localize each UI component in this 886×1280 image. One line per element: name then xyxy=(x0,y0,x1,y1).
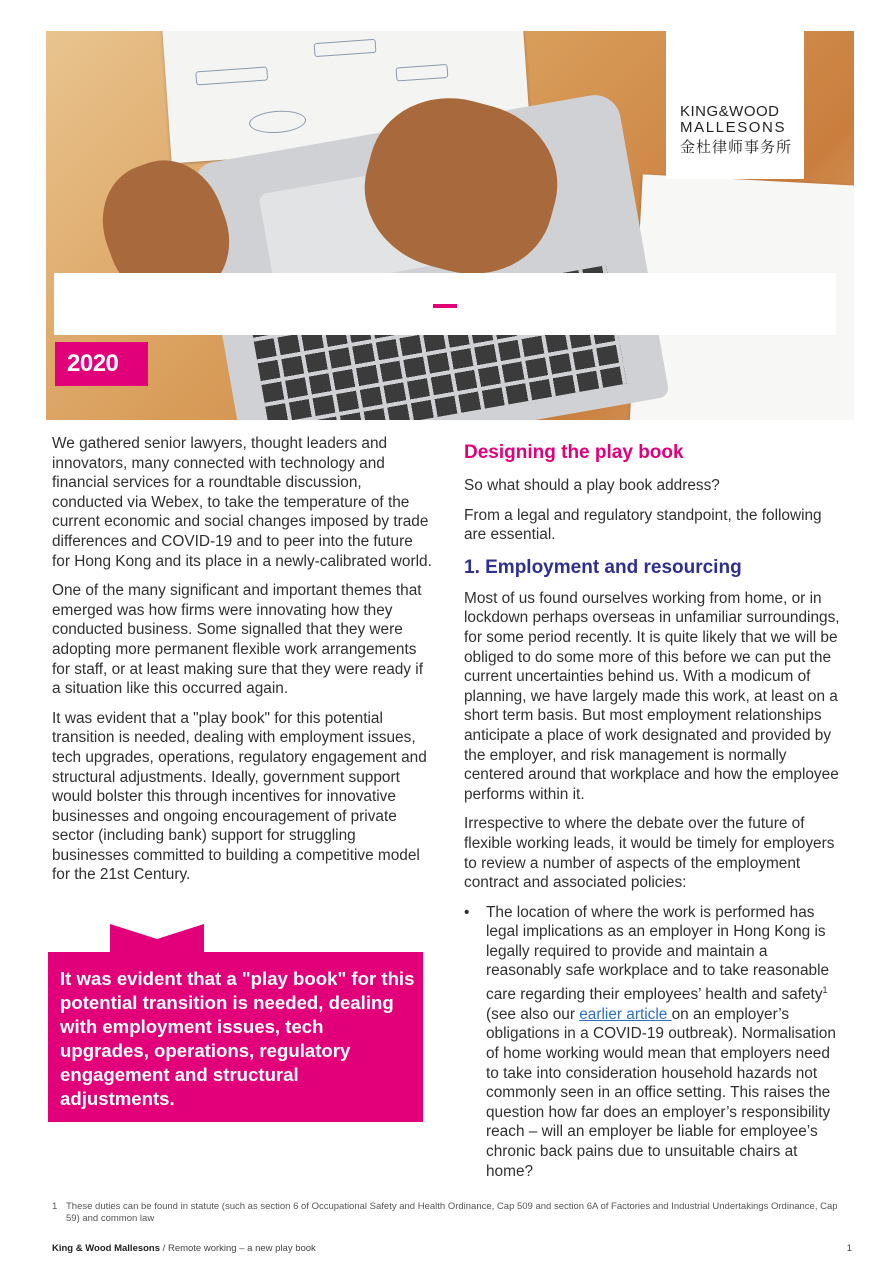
logo-chinese-text: 金杜律师事务所 xyxy=(680,139,793,156)
body-paragraph: Most of us found ourselves working from home, or in lockdown perhaps overseas in unfamiliar surroundings, for some period recently. It is quite likely that we will be obliged to do some more of this before we can put the current uncertainties behind us. With a modicum of planning, we have largely made this work, at least on a short term basis. But most employment relationships anticipate a place of work designated and provided by the employer, and risk management is normally centered around that workplace and how the employee performs within it. xyxy=(464,589,840,803)
sketch-ellipse xyxy=(248,109,306,135)
body-paragraph: It was evident that a "play book" for this potential transition is needed, dealing with employment issues, tech upgrades, operations, regulatory engagement and structural adjustments. Ideally, government support would bolster this through incentives for innovative businesses and ongoing encouragement of private sector (including bank) support for struggling businesses committed to building a competitive model for the 21st Century. xyxy=(52,709,427,884)
hero-image xyxy=(46,31,854,420)
bullet-list xyxy=(464,903,844,1181)
left-column xyxy=(52,434,432,895)
pull-quote xyxy=(48,952,423,1122)
footnote xyxy=(52,1201,852,1225)
callout-tab xyxy=(110,924,204,954)
year-badge xyxy=(55,342,148,386)
right-column xyxy=(464,440,844,1181)
footnote-text: These duties can be found in statute (such as section 6 of Occupational Safety and Health Ordinance, Cap 509 and section 6A of Factories and Industrial Undertakings Ordinance, Cap 59) and common law xyxy=(66,1201,838,1224)
footer-separator: / xyxy=(160,1243,168,1254)
footnote-ref[interactable]: 1 xyxy=(822,985,828,996)
body-paragraph: Irrespective to where the debate over the future of flexible working leads, it would be timely for employers to review a number of aspects of the employment contract and associated policies: xyxy=(464,815,835,892)
logo-text: KING&WOOD xyxy=(680,103,780,120)
bullet-text: The location of where the work is performed has legal implications as an employer in Hong Kong is legally required to provide and maintain a reasonably safe workplace and to take reasonable care regarding their employees’ health and safety xyxy=(486,903,830,1004)
body-paragraph: We gathered senior lawyers, thought leaders and innovators, many connected with technology and financial services for a roundtable discussion, conducted via Webex, to take the temperature of the current economic and social changes imposed by trade differences and COVID-19 and to peer into the future for Hong Kong and its place in a newly-calibrated world. xyxy=(52,435,432,570)
bullet-text: (see also our xyxy=(486,1005,580,1023)
body-paragraph: One of the many significant and important themes that emerged was how firms were innovating how they conducted business. Some signalled that they were adopting more permanent flexible work arrangements for staff, or at least making sure that they were ready if a situation like this occurred again. xyxy=(52,582,423,698)
pull-quote-text: It was evident that a "play book" for this potential transition is needed, dealing with employment issues, tech upgrades, operations, regulatory engagement and structural adjustments. xyxy=(60,968,415,1109)
footer-firm: King & Wood Mallesons xyxy=(52,1243,161,1254)
list-item xyxy=(486,903,844,1181)
footnote-number: 1 xyxy=(52,1201,58,1212)
numbered-heading: 1. Employment and resourcing xyxy=(464,556,742,578)
bullet-text: on an employer’s obligations in a COVID-19 outbreak). Normalisation of home working would mean that employers need to take into consideration household hazards not commonly seen in an office setting. This raises the question how far does an employer’s responsibility reach – will an employer be liable for employee’s chronic back pains due to unsuitable chairs at home? xyxy=(486,1005,836,1180)
earlier-article-link[interactable]: earlier article xyxy=(579,1005,672,1023)
page-footer xyxy=(52,1243,852,1254)
title-band xyxy=(54,273,836,335)
logo-text: MALLESONS xyxy=(680,119,787,136)
firm-logo xyxy=(666,31,804,179)
title-dash xyxy=(433,304,457,308)
page-number: 1 xyxy=(846,1243,852,1254)
year-text: 2020 xyxy=(67,350,119,377)
body-paragraph: From a legal and regulatory standpoint, the following are essential. xyxy=(464,506,822,544)
body-paragraph: So what should a play book address? xyxy=(464,477,720,494)
sketch-box xyxy=(396,64,449,82)
sketch-box xyxy=(195,66,268,85)
section-heading: Designing the play book xyxy=(464,442,684,463)
footer-doc-title: Remote working – a new play book xyxy=(167,1243,316,1254)
sketch-box xyxy=(314,39,377,57)
